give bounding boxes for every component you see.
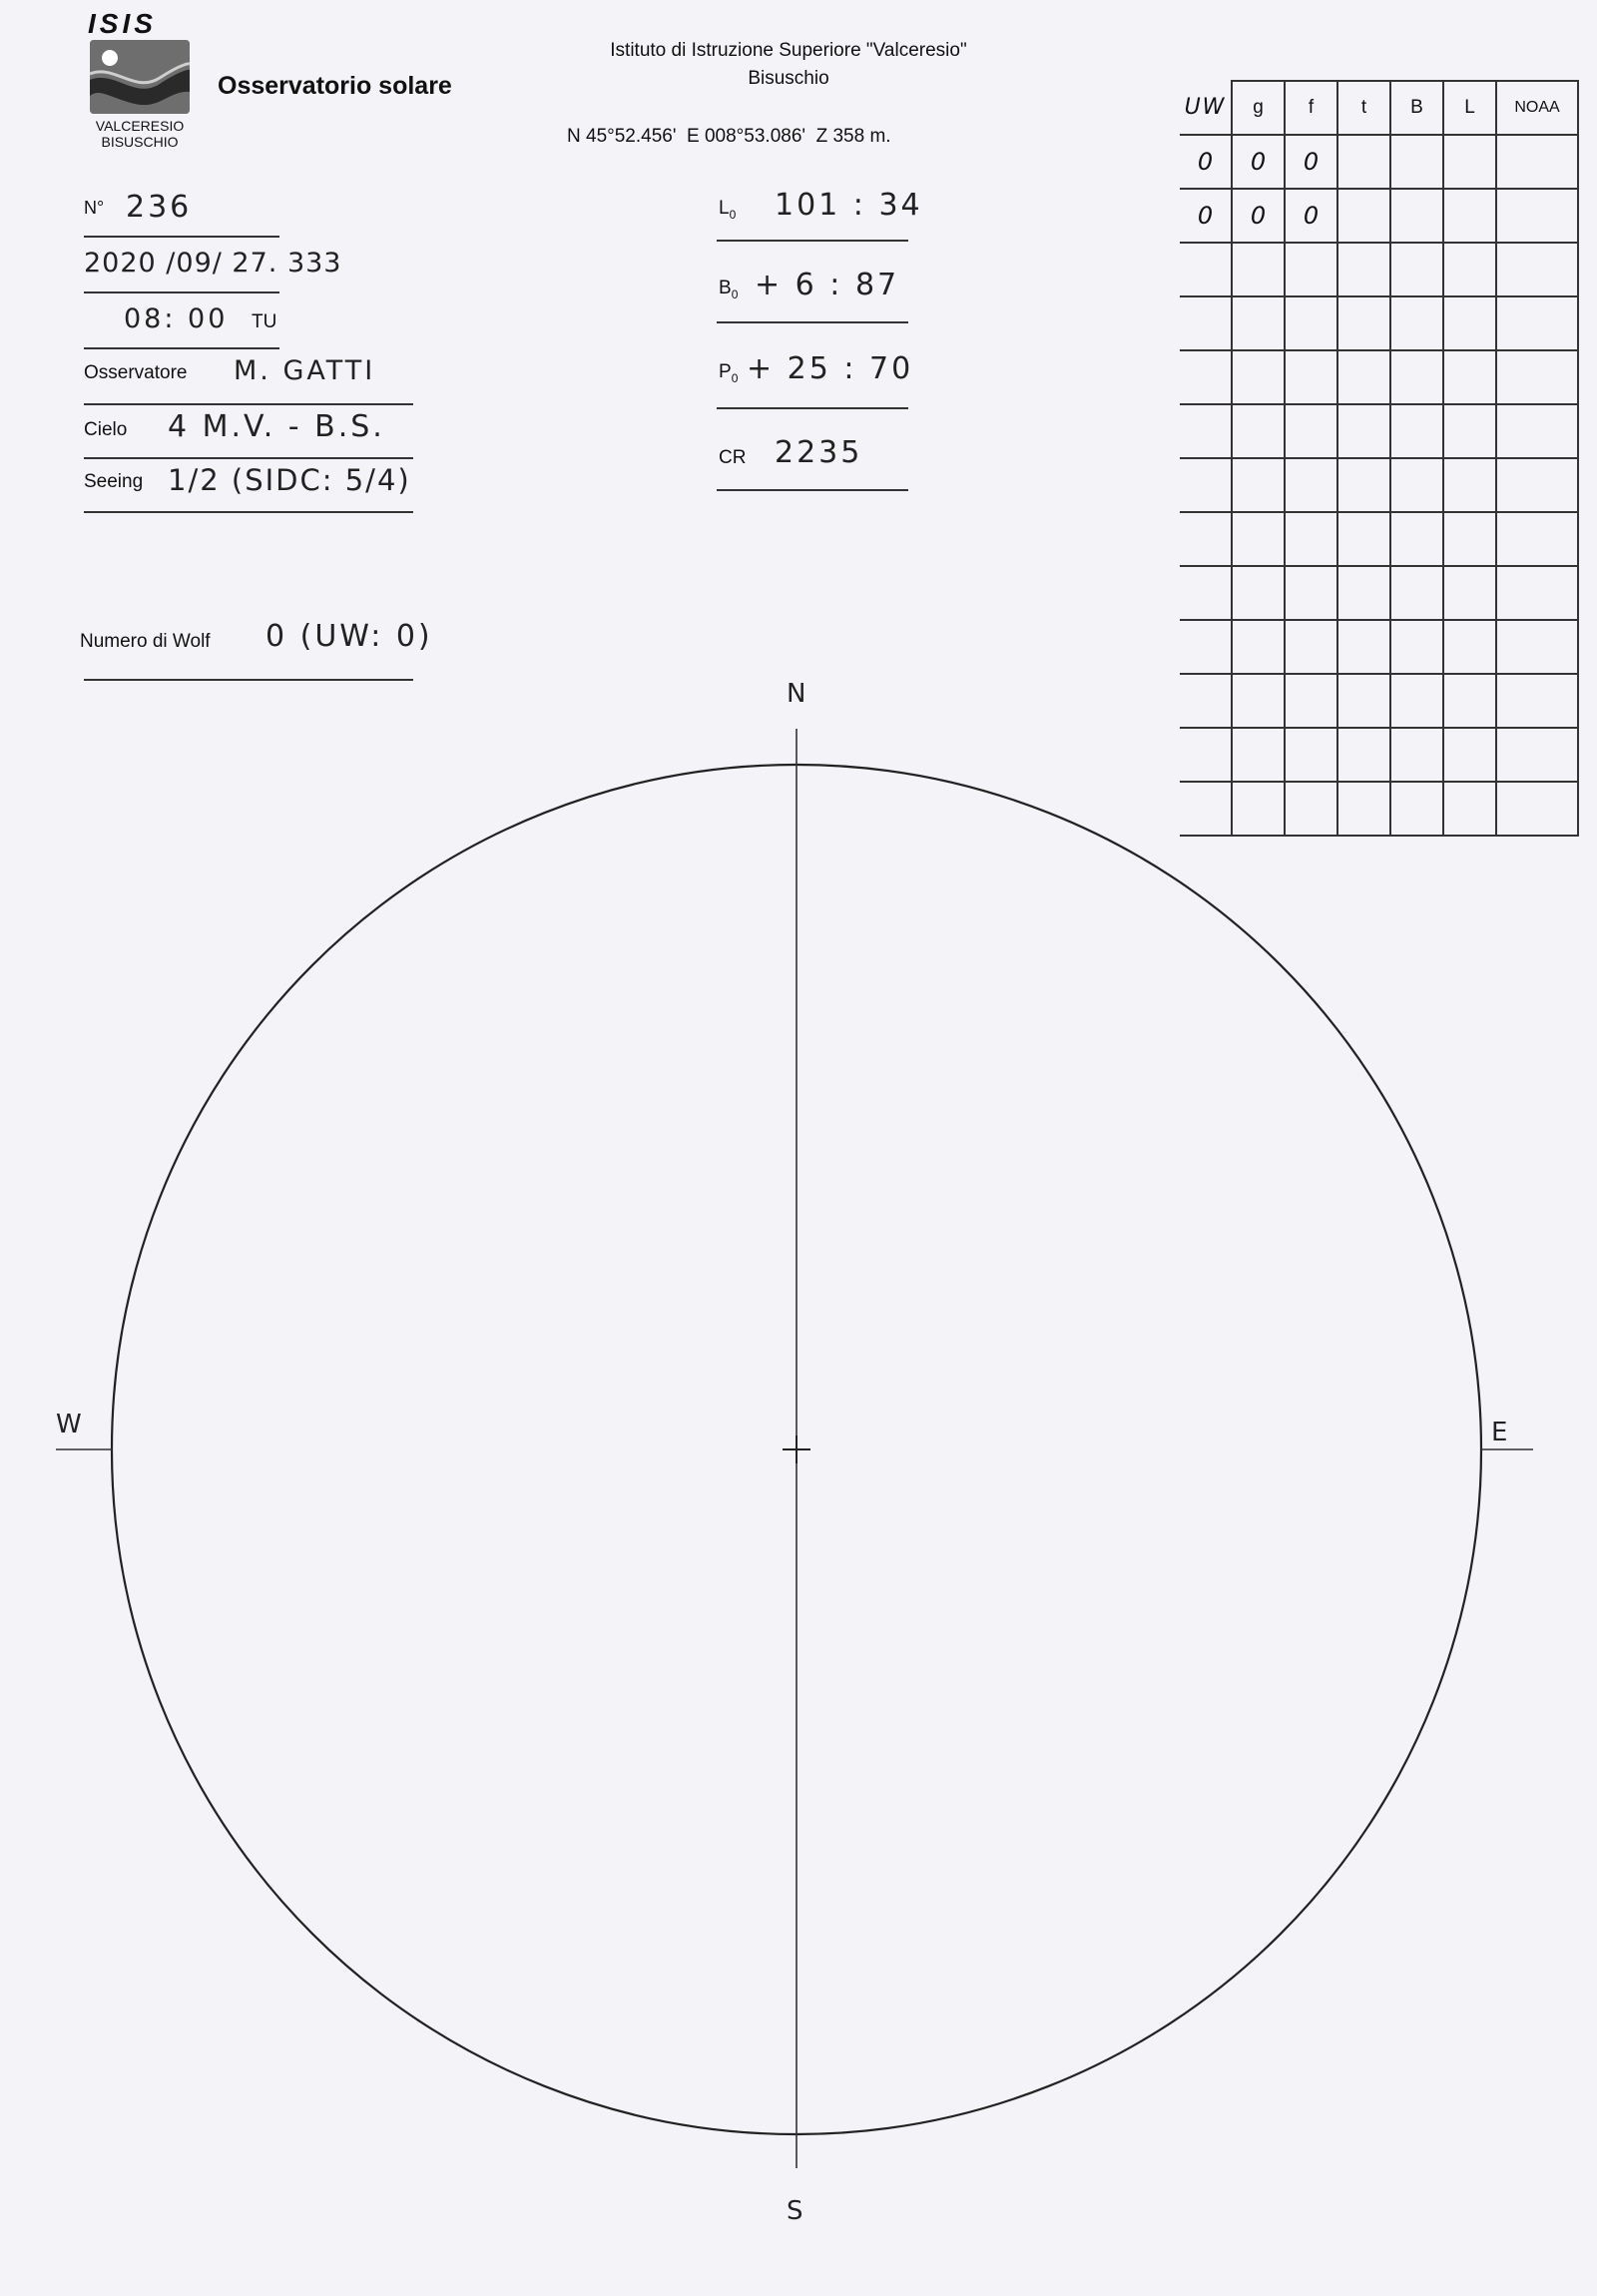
logo-wordmark: ISIS: [88, 8, 157, 39]
cell-value: 0: [1303, 202, 1320, 230]
seeing-label: Seeing: [84, 471, 144, 492]
observer-label: Osservatore: [84, 362, 188, 383]
observatory-coordinates: N 45°52.456' E 008°53.086' Z 358 m.: [567, 126, 891, 147]
l0-label: $L_0$: [719, 198, 737, 222]
cell-value: 0: [1250, 202, 1267, 230]
header-uw: UW: [1180, 81, 1232, 135]
time-value: 08: 00: [124, 303, 229, 334]
logo-subtitle-1: VALCERESIO: [95, 118, 185, 134]
wolf-label: Numero di Wolf: [80, 631, 211, 652]
cell-value: 0: [1303, 148, 1320, 176]
sky-label: Cielo: [84, 419, 128, 440]
cr-label: CR: [719, 447, 747, 468]
time-zone-label: TU: [252, 311, 277, 332]
seeing-value: 1/2 (SIDC: 5/4): [168, 463, 411, 497]
north-label: N: [787, 679, 809, 709]
date-value: 2020 /09/ 27. 333: [84, 248, 342, 279]
number-value: 236: [126, 190, 193, 225]
west-label: W: [56, 1410, 85, 1439]
cr-value: 2235: [775, 435, 863, 470]
institute-town: Bisuschio: [748, 68, 829, 89]
p0-label: $P_0$: [719, 361, 739, 385]
b0-value: + 6 : 87: [755, 268, 900, 302]
b0-label: $B_0$: [719, 278, 739, 301]
header-noaa: NOAA: [1496, 81, 1578, 135]
header-l: L: [1443, 81, 1496, 135]
institute-name: Istituto di Istruzione Superiore "Valceresio": [610, 40, 967, 61]
page-title: Osservatorio solare: [218, 72, 452, 100]
header-f: f: [1285, 81, 1337, 135]
header-g: g: [1232, 81, 1285, 135]
number-label: N°: [84, 198, 105, 218]
header-b: B: [1390, 81, 1443, 135]
observer-value: M. GATTI: [234, 355, 376, 386]
cell-value: 0: [1250, 148, 1267, 176]
header-t: t: [1337, 81, 1390, 135]
p0-value: + 25 : 70: [747, 351, 914, 386]
logo-subtitle-2: BISUSCHIO: [101, 134, 179, 150]
cell-value: 0: [1197, 148, 1214, 176]
east-label: E: [1491, 1418, 1511, 1447]
l0-value: 101 : 34: [775, 188, 923, 223]
sky-value: 4 M.V. - B.S.: [168, 409, 385, 444]
wolf-value: 0 (UW: 0): [266, 619, 433, 654]
south-label: S: [787, 2196, 806, 2226]
cell-value: 0: [1197, 202, 1214, 230]
